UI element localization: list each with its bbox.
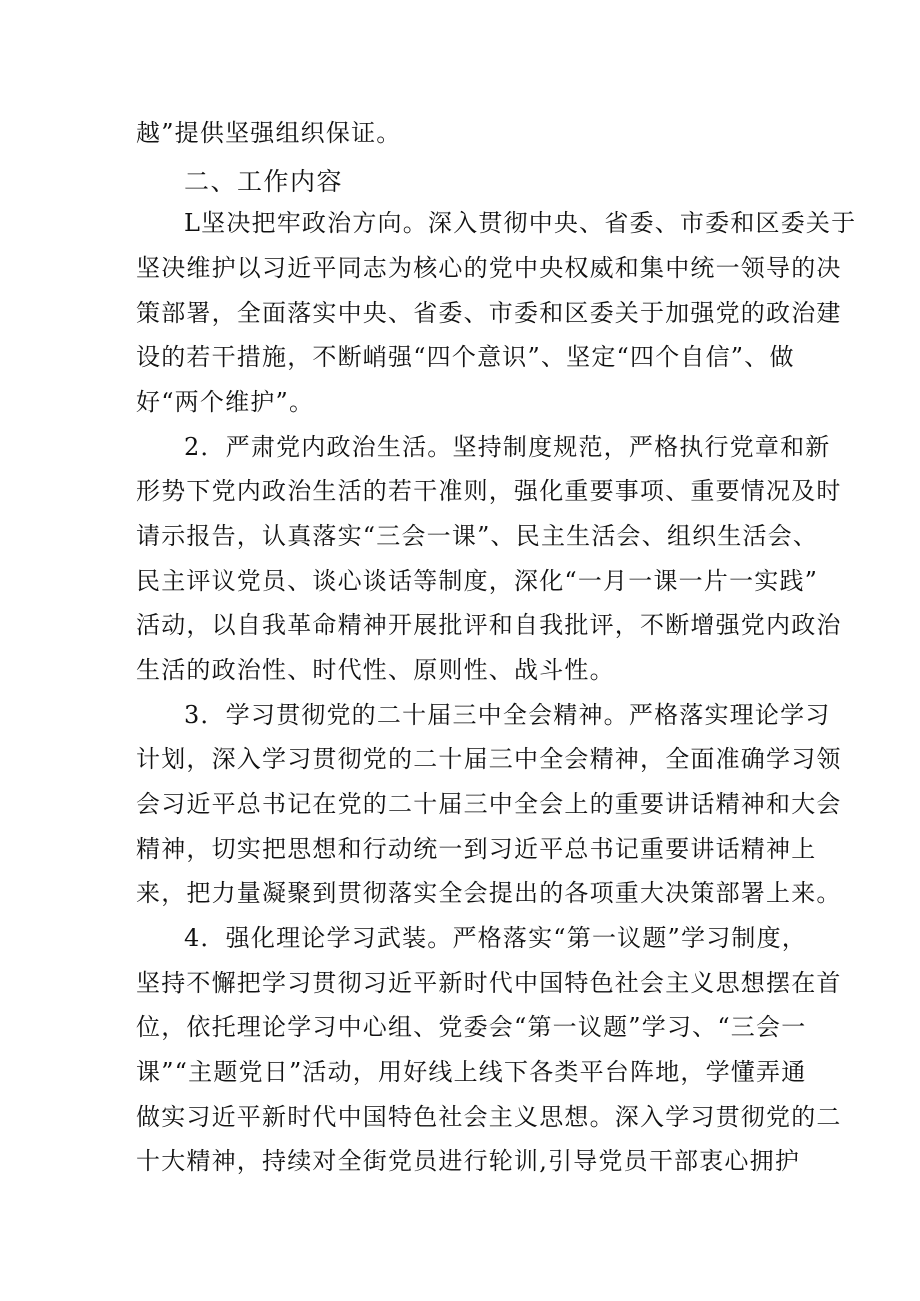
text-line-20: 坚持不懈把学习贯彻习近平新时代中国特色社会主义思想摆在首 [136, 969, 842, 997]
text-line-4: 坚决维护以习近平同志为核心的党中央权威和集中统一领导的决 [136, 254, 842, 282]
text-line-18: 来，把力量凝聚到贯彻落实全会提出的各项重大决策部署上来。 [136, 879, 842, 907]
text-line-5: 策部署，全面落实中央、省委、市委和区委关于加强党的政治建 [136, 299, 842, 327]
text-line-19: 4．强化理论学习武装。严格落实“第一议题”学习制度， [184, 924, 808, 952]
text-line-3: L坚决把牢政治方向。深入贯彻中央、省委、市委和区委关于 [184, 209, 857, 237]
text-line-7: 好“两个维护”。 [136, 388, 315, 416]
text-line-15: 计划，深入学习贯彻党的二十届三中全会精神，全面准确学习领 [136, 745, 842, 773]
text-line-24: 十大精神，持续对全街党员进行轮训,引导党员干部衷心拥护 [136, 1147, 801, 1175]
text-line-12: 活动，以自我革命精神开展批评和自我批评，不断增强党内政治 [136, 611, 842, 639]
text-line-22: 课”“主题党日”活动，用好线上线下各类平台阵地，学懂弄通 [136, 1058, 807, 1086]
text-line-23: 做实习近平新时代中国特色社会主义思想。深入学习贯彻党的二 [136, 1103, 842, 1131]
text-line-21: 位，依托理论学习中心组、党委会“第一议题”学习、“三会一 [136, 1013, 807, 1041]
text-line-17: 精神，切实把思想和行动统一到习近平总书记重要讲话精神上 [136, 835, 817, 863]
text-line-13: 生活的政治性、时代性、原则性、战斗性。 [136, 656, 615, 684]
text-line-14: 3．学习贯彻党的二十届三中全会精神。严格落实理论学习 [184, 701, 831, 729]
text-line-9: 形势下党内政治生活的若干准则，强化重要事项、重要情况及时 [136, 477, 842, 505]
section-heading-work-content: 二、工作内容 [184, 167, 344, 196]
text-line-8: 2．严肃党内政治生活。坚持制度规范，严格执行党章和新 [184, 433, 831, 461]
text-line-6: 设的若干措施，不断峭强“四个意识”、坚定“四个自信”、做 [136, 343, 795, 371]
text-line-16: 会习近平总书记在党的二十届三中全会上的重要讲话精神和大会 [136, 790, 842, 818]
text-line-11: 民主评议党员、谈心谈话等制度，深化“一月一课一片一实践” [136, 567, 819, 595]
text-line-1: 越”提供坚强组织保证。 [136, 119, 402, 147]
text-line-10: 请示报告，认真落实“三会一课”、民主生活会、组织生活会、 [136, 522, 819, 550]
